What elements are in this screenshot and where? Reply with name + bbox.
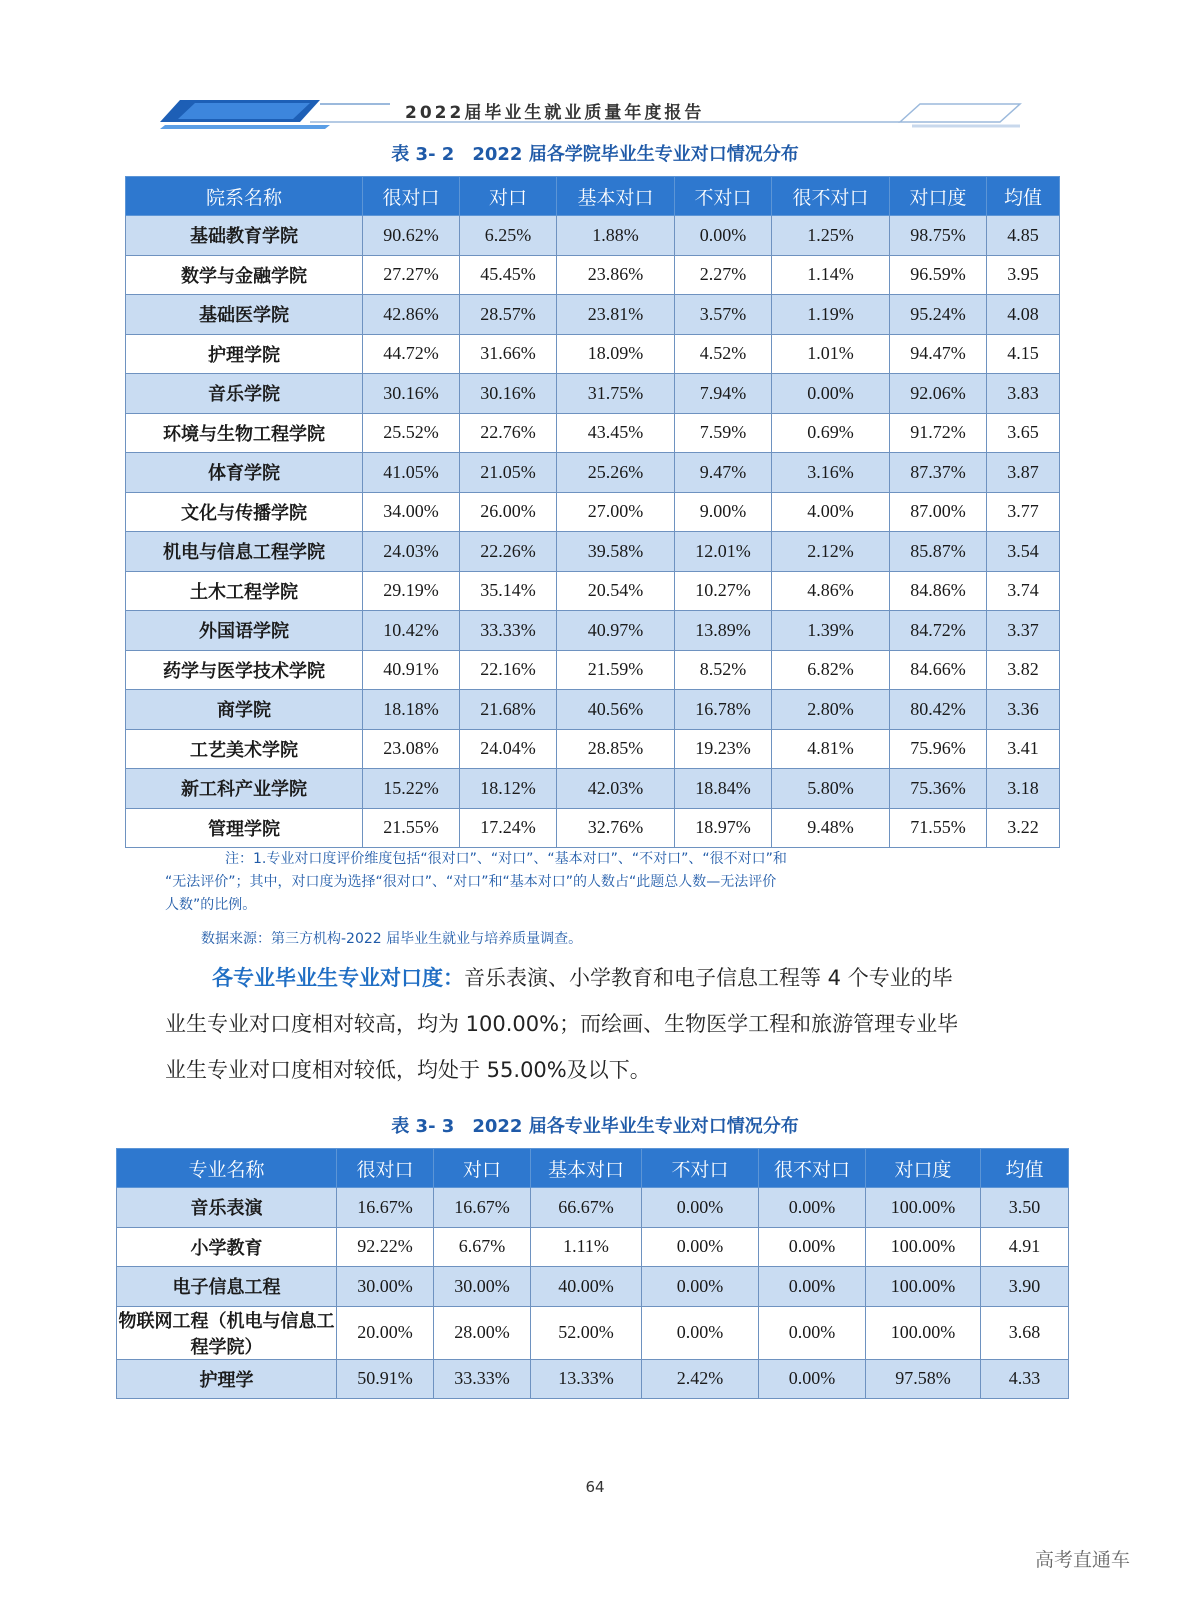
row-name-cell: 小学教育 — [117, 1227, 337, 1267]
paragraph-highlight: 各专业毕业生专业对口度： — [212, 966, 464, 990]
table-cell: 3.54 — [987, 532, 1060, 572]
table-cell: 3.50 — [981, 1188, 1069, 1228]
table-cell: 12.01% — [675, 532, 772, 572]
table-cell: 27.00% — [557, 492, 675, 532]
table-cell: 19.23% — [675, 729, 772, 769]
table-cell: 30.00% — [337, 1267, 434, 1307]
table-cell: 0.00% — [772, 374, 890, 414]
table-cell: 3.18 — [987, 769, 1060, 809]
table-cell: 34.00% — [363, 492, 460, 532]
table-cell: 28.00% — [434, 1306, 531, 1359]
table-cell: 0.00% — [675, 216, 772, 256]
table-cell: 3.68 — [981, 1306, 1069, 1359]
row-name-cell: 新工科产业学院 — [126, 769, 363, 809]
table-cell: 2.27% — [675, 255, 772, 295]
column-header: 均值 — [981, 1149, 1069, 1188]
table-cell: 2.12% — [772, 532, 890, 572]
row-name-cell: 音乐表演 — [117, 1188, 337, 1228]
table-3-3-caption: 表 3- 3 2022 届各专业毕业生专业对口情况分布 — [391, 1116, 799, 1137]
note-line-1: 注：1.专业对口度评价维度包括“很对口”、“对口”、“基本对口”、“不对口”、“很不对口”和 — [225, 851, 787, 867]
table-row — [126, 334, 1060, 374]
table-cell: 52.00% — [531, 1306, 642, 1359]
page-header — [160, 92, 1040, 134]
table-cell: 0.00% — [759, 1306, 866, 1359]
table-cell: 40.97% — [557, 611, 675, 651]
table-cell: 2.42% — [642, 1359, 759, 1399]
table-cell: 50.91% — [337, 1359, 434, 1399]
table-cell: 16.78% — [675, 690, 772, 730]
row-name-cell: 外国语学院 — [126, 611, 363, 651]
table-cell: 30.16% — [460, 374, 557, 414]
table-cell: 4.15 — [987, 334, 1060, 374]
table-cell: 3.87 — [987, 453, 1060, 493]
table-cell: 3.22 — [987, 808, 1060, 848]
table-cell: 0.00% — [759, 1267, 866, 1307]
table-cell: 32.76% — [557, 808, 675, 848]
table-cell: 33.33% — [460, 611, 557, 651]
table-cell: 28.57% — [460, 295, 557, 335]
table-cell: 33.33% — [434, 1359, 531, 1399]
table-cell: 44.72% — [363, 334, 460, 374]
table-cell: 97.58% — [866, 1359, 981, 1399]
column-header: 对口 — [434, 1149, 531, 1188]
column-header: 基本对口 — [557, 177, 675, 216]
row-name-cell: 商学院 — [126, 690, 363, 730]
table-cell: 98.75% — [890, 216, 987, 256]
table-header-row — [117, 1149, 1069, 1188]
table-cell: 24.04% — [460, 729, 557, 769]
row-name-cell: 电子信息工程 — [117, 1267, 337, 1307]
table-cell: 18.84% — [675, 769, 772, 809]
paragraph-line-1 — [212, 955, 1042, 1001]
table-cell: 7.94% — [675, 374, 772, 414]
table-cell: 18.09% — [557, 334, 675, 374]
table-cell: 100.00% — [866, 1267, 981, 1307]
watermark-text: 高考直通车 — [1034, 1549, 1130, 1571]
table-cell: 15.22% — [363, 769, 460, 809]
row-name-cell: 数学与金融学院 — [126, 255, 363, 295]
table-cell: 3.57% — [675, 295, 772, 335]
row-name-cell: 基础医学院 — [126, 295, 363, 335]
table-row — [126, 769, 1060, 809]
table-cell: 87.37% — [890, 453, 987, 493]
table-cell: 16.67% — [337, 1188, 434, 1228]
table-cell: 22.26% — [460, 532, 557, 572]
table-cell: 25.52% — [363, 413, 460, 453]
table-row — [126, 808, 1060, 848]
row-name-cell: 土木工程学院 — [126, 571, 363, 611]
table-cell: 42.03% — [557, 769, 675, 809]
note-line-3: 人数”的比例。 — [165, 897, 257, 913]
column-header: 很不对口 — [759, 1149, 866, 1188]
table-cell: 16.67% — [434, 1188, 531, 1228]
table-cell: 20.00% — [337, 1306, 434, 1359]
table-cell: 9.47% — [675, 453, 772, 493]
table-cell: 3.16% — [772, 453, 890, 493]
table-cell: 92.22% — [337, 1227, 434, 1267]
table-cell: 26.00% — [460, 492, 557, 532]
table-cell: 3.90 — [981, 1267, 1069, 1307]
data-source-note: 数据来源：第三方机构-2022 届毕业生就业与培养质量调查。 — [201, 931, 583, 947]
table-cell: 21.05% — [460, 453, 557, 493]
row-name-cell: 文化与传播学院 — [126, 492, 363, 532]
table-cell: 45.45% — [460, 255, 557, 295]
table-cell: 0.00% — [759, 1227, 866, 1267]
column-header: 对口 — [460, 177, 557, 216]
table-cell: 21.68% — [460, 690, 557, 730]
table-cell: 41.05% — [363, 453, 460, 493]
paragraph-line-1-text: 音乐表演、小学教育和电子信息工程等 4 个专业的毕 — [464, 966, 953, 990]
table-row — [126, 611, 1060, 651]
table-row — [126, 453, 1060, 493]
table-cell: 4.08 — [987, 295, 1060, 335]
table-cell: 42.86% — [363, 295, 460, 335]
note-line-2: “无法评价”；其中，对口度为选择“很对口”、“对口”和“基本对口”的人数占“此题总人数—无法评价 — [165, 874, 777, 890]
table-cell: 30.00% — [434, 1267, 531, 1307]
table-cell: 21.59% — [557, 650, 675, 690]
header-title: 2022届毕业生就业质量年度报告 — [405, 103, 705, 123]
table-cell: 5.80% — [772, 769, 890, 809]
table-cell: 6.25% — [460, 216, 557, 256]
table-cell: 3.95 — [987, 255, 1060, 295]
table-cell: 29.19% — [363, 571, 460, 611]
table-cell: 66.67% — [531, 1188, 642, 1228]
column-header: 对口度 — [890, 177, 987, 216]
table-cell: 24.03% — [363, 532, 460, 572]
table-row — [126, 532, 1060, 572]
row-name-cell: 药学与医学技术学院 — [126, 650, 363, 690]
table-cell: 100.00% — [866, 1227, 981, 1267]
table-cell: 1.11% — [531, 1227, 642, 1267]
table-cell: 4.33 — [981, 1359, 1069, 1399]
table-cell: 84.86% — [890, 571, 987, 611]
table-cell: 4.81% — [772, 729, 890, 769]
major-match-table — [116, 1148, 1069, 1399]
table-cell: 91.72% — [890, 413, 987, 453]
table-cell: 23.86% — [557, 255, 675, 295]
table-cell: 40.91% — [363, 650, 460, 690]
table-cell: 22.16% — [460, 650, 557, 690]
table-cell: 85.87% — [890, 532, 987, 572]
table-cell: 3.36 — [987, 690, 1060, 730]
table-cell: 23.81% — [557, 295, 675, 335]
table-cell: 3.77 — [987, 492, 1060, 532]
table-cell: 4.52% — [675, 334, 772, 374]
table-cell: 31.75% — [557, 374, 675, 414]
paragraph-line-2: 业生专业对口度相对较高，均为 100.00%；而绘画、生物医学工程和旅游管理专业毕 — [165, 1012, 959, 1036]
table-cell: 80.42% — [890, 690, 987, 730]
table-cell: 2.80% — [772, 690, 890, 730]
table-cell: 0.00% — [642, 1306, 759, 1359]
table-row — [126, 216, 1060, 256]
column-header: 专业名称 — [117, 1149, 337, 1188]
table-cell: 100.00% — [866, 1188, 981, 1228]
page-number: 64 — [585, 1478, 605, 1496]
table-cell: 40.00% — [531, 1267, 642, 1307]
column-header: 不对口 — [642, 1149, 759, 1188]
table-cell: 39.58% — [557, 532, 675, 572]
table-cell: 0.00% — [759, 1359, 866, 1399]
table-cell: 9.00% — [675, 492, 772, 532]
table-cell: 31.66% — [460, 334, 557, 374]
table-row — [126, 729, 1060, 769]
table-cell: 84.66% — [890, 650, 987, 690]
table-cell: 21.55% — [363, 808, 460, 848]
table-cell: 3.41 — [987, 729, 1060, 769]
column-header: 基本对口 — [531, 1149, 642, 1188]
table-cell: 75.36% — [890, 769, 987, 809]
table-row — [126, 295, 1060, 335]
column-header: 很对口 — [363, 177, 460, 216]
table-cell: 100.00% — [866, 1306, 981, 1359]
table-cell: 40.56% — [557, 690, 675, 730]
row-name-cell: 管理学院 — [126, 808, 363, 848]
table-cell: 0.00% — [642, 1227, 759, 1267]
table-cell: 1.88% — [557, 216, 675, 256]
table-row — [117, 1188, 1069, 1228]
table-cell: 13.89% — [675, 611, 772, 651]
row-name-cell: 工艺美术学院 — [126, 729, 363, 769]
table-row — [126, 255, 1060, 295]
table-row — [126, 492, 1060, 532]
table-cell: 3.82 — [987, 650, 1060, 690]
table-row — [117, 1267, 1069, 1307]
table-cell: 30.16% — [363, 374, 460, 414]
table-cell: 20.54% — [557, 571, 675, 611]
table-row — [126, 650, 1060, 690]
table-row — [126, 571, 1060, 611]
college-match-table — [125, 176, 1060, 848]
row-name-cell: 护理学 — [117, 1359, 337, 1399]
table-row — [117, 1306, 1069, 1359]
table-cell: 4.85 — [987, 216, 1060, 256]
table-cell: 13.33% — [531, 1359, 642, 1399]
table-cell: 1.25% — [772, 216, 890, 256]
table-cell: 94.47% — [890, 334, 987, 374]
table-cell: 28.85% — [557, 729, 675, 769]
table-cell: 3.74 — [987, 571, 1060, 611]
table-cell: 84.72% — [890, 611, 987, 651]
table-cell: 75.96% — [890, 729, 987, 769]
row-name-cell: 护理学院 — [126, 334, 363, 374]
table-row — [126, 413, 1060, 453]
table-cell: 71.55% — [890, 808, 987, 848]
row-name-cell: 物联网工程（机电与信息工程学院） — [117, 1306, 337, 1359]
row-name-cell: 音乐学院 — [126, 374, 363, 414]
row-name-cell: 体育学院 — [126, 453, 363, 493]
table-cell: 1.19% — [772, 295, 890, 335]
table-cell: 4.00% — [772, 492, 890, 532]
table-row — [117, 1227, 1069, 1267]
table-cell: 6.82% — [772, 650, 890, 690]
table-cell: 0.00% — [759, 1188, 866, 1228]
table-cell: 43.45% — [557, 413, 675, 453]
column-header: 不对口 — [675, 177, 772, 216]
column-header: 很不对口 — [772, 177, 890, 216]
table-cell: 8.52% — [675, 650, 772, 690]
table-cell: 0.00% — [642, 1188, 759, 1228]
table-3-2-caption: 表 3- 2 2022 届各学院毕业生专业对口情况分布 — [391, 144, 799, 165]
table-cell: 4.91 — [981, 1227, 1069, 1267]
column-header: 院系名称 — [126, 177, 363, 216]
column-header: 均值 — [987, 177, 1060, 216]
table-row — [126, 374, 1060, 414]
column-header: 很对口 — [337, 1149, 434, 1188]
table-cell: 0.69% — [772, 413, 890, 453]
table-cell: 35.14% — [460, 571, 557, 611]
table-header-row — [126, 177, 1060, 216]
table-cell: 87.00% — [890, 492, 987, 532]
table-cell: 3.65 — [987, 413, 1060, 453]
table-cell: 90.62% — [363, 216, 460, 256]
table-cell: 17.24% — [460, 808, 557, 848]
table-row — [117, 1359, 1069, 1399]
table-cell: 18.12% — [460, 769, 557, 809]
table-cell: 3.83 — [987, 374, 1060, 414]
column-header: 对口度 — [866, 1149, 981, 1188]
table-cell: 1.01% — [772, 334, 890, 374]
table-cell: 4.86% — [772, 571, 890, 611]
table-cell: 25.26% — [557, 453, 675, 493]
table-cell: 18.18% — [363, 690, 460, 730]
table-cell: 10.27% — [675, 571, 772, 611]
row-name-cell: 环境与生物工程学院 — [126, 413, 363, 453]
table-cell: 7.59% — [675, 413, 772, 453]
table-cell: 1.14% — [772, 255, 890, 295]
table-cell: 23.08% — [363, 729, 460, 769]
table-cell: 96.59% — [890, 255, 987, 295]
table-cell: 1.39% — [772, 611, 890, 651]
table-cell: 0.00% — [642, 1267, 759, 1307]
table-cell: 18.97% — [675, 808, 772, 848]
row-name-cell: 机电与信息工程学院 — [126, 532, 363, 572]
table-cell: 10.42% — [363, 611, 460, 651]
table-cell: 27.27% — [363, 255, 460, 295]
table-cell: 9.48% — [772, 808, 890, 848]
table-cell: 22.76% — [460, 413, 557, 453]
table-cell: 92.06% — [890, 374, 987, 414]
table-cell: 95.24% — [890, 295, 987, 335]
table-cell: 6.67% — [434, 1227, 531, 1267]
table-cell: 3.37 — [987, 611, 1060, 651]
table-row — [126, 690, 1060, 730]
row-name-cell: 基础教育学院 — [126, 216, 363, 256]
paragraph-line-3: 业生专业对口度相对较低，均处于 55.00%及以下。 — [165, 1058, 651, 1082]
